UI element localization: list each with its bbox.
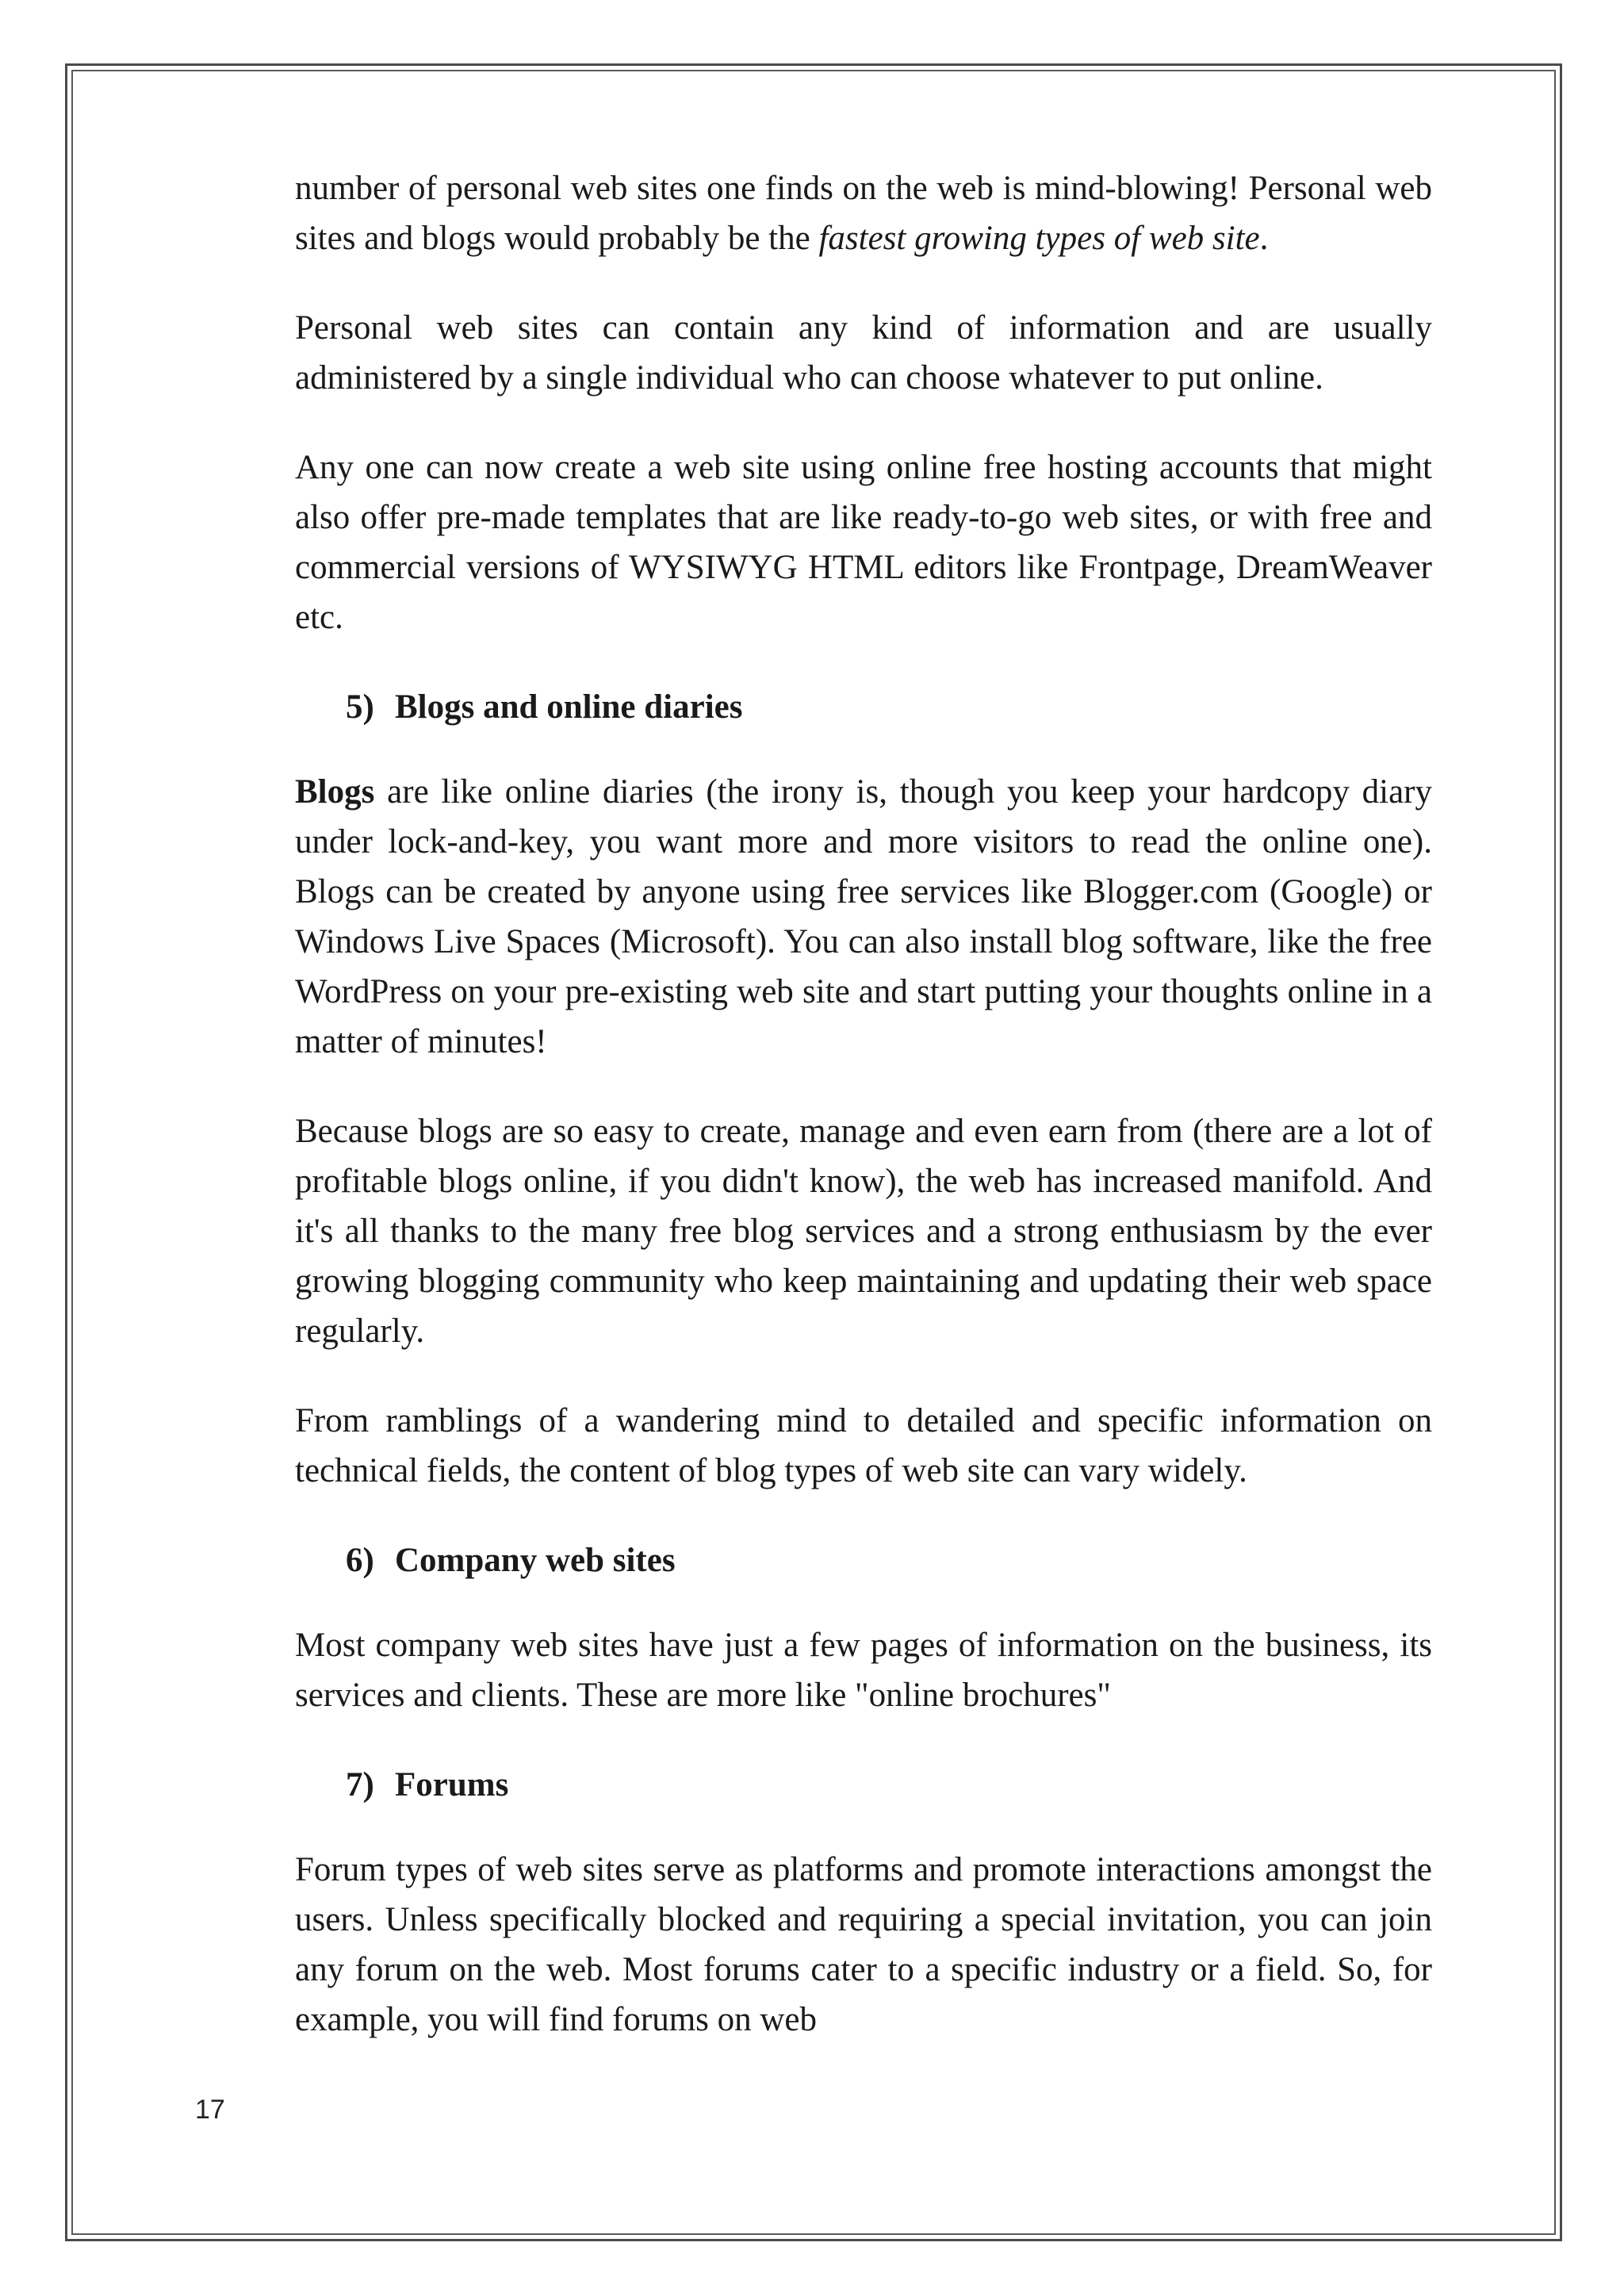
heading-text: Company web sites: [395, 1542, 676, 1579]
paragraph-blogs: [295, 767, 1432, 1067]
paragraph-text: are like online diaries (the irony is, though you keep your hardcopy diary under lock-and-key, you want more and more visitors to read the online one). Blogs can be created by anyone using free services like Blogger.com (Google) or Windows Live Spaces (Microsoft). You can also install blog software, like the free WordPress on your pre-existing web site and start putting your thoughts online in a matter of minutes!: [295, 773, 1432, 1060]
paragraph-blog-growth: Because blogs are so easy to create, manage and even earn from (there are a lot of profitable blogs online, if you didn't know), the web has increased manifold. And it's all thanks to the many free blog services and a strong enthusiasm by the ever growing blogging community who keep maintaining and updating their web space regularly.: [295, 1113, 1432, 1350]
paragraph-free-hosting: Any one can now create a web site using online free hosting accounts that might also offer pre-made templates that are like ready-to-go web sites, or with free and commercial versions of WYSIWYG HTML editors like Frontpage, DreamWeaver etc.: [295, 449, 1432, 636]
heading-number: 5): [346, 688, 374, 726]
paragraph-text: number of personal web sites one finds on the web is mind-blowing! Personal web sites and blogs would probably be the: [295, 170, 1432, 257]
document-body: [295, 163, 1432, 2084]
heading-company-sites: [346, 1535, 1432, 1585]
page-number: 17: [195, 2095, 225, 2125]
heading-forums: [346, 1760, 1432, 1810]
heading-number: 7): [346, 1766, 374, 1803]
heading-text: Blogs and online diaries: [395, 688, 743, 726]
emphasis-text: fastest growing types of web site: [818, 220, 1260, 257]
paragraph-personal-sites-intro: [295, 163, 1432, 263]
paragraph-personal-sites-content: Personal web sites can contain any kind of information and are usually administered by a single individual who can choose whatever to put online.: [295, 309, 1432, 397]
heading-blogs: [346, 682, 1432, 732]
heading-number: 6): [346, 1542, 374, 1579]
heading-text: Forums: [395, 1766, 509, 1803]
paragraph-text: .: [1259, 220, 1269, 257]
bold-term: Blogs: [295, 773, 375, 811]
paragraph-blog-content: From ramblings of a wandering mind to detailed and specific information on technical fields, the content of blog types of web site can vary widely.: [295, 1402, 1432, 1489]
paragraph-company-sites: Most company web sites have just a few pages of information on the business, its services and clients. These are more like "online brochures": [295, 1627, 1432, 1714]
paragraph-forums: Forum types of web sites serve as platforms and promote interactions amongst the users. Unless specifically blocked and requiring a special invitation, you can join any forum on the web. Most forums cater to a specific industry or a field. So, for example, you will find forums on web: [295, 1851, 1432, 2038]
